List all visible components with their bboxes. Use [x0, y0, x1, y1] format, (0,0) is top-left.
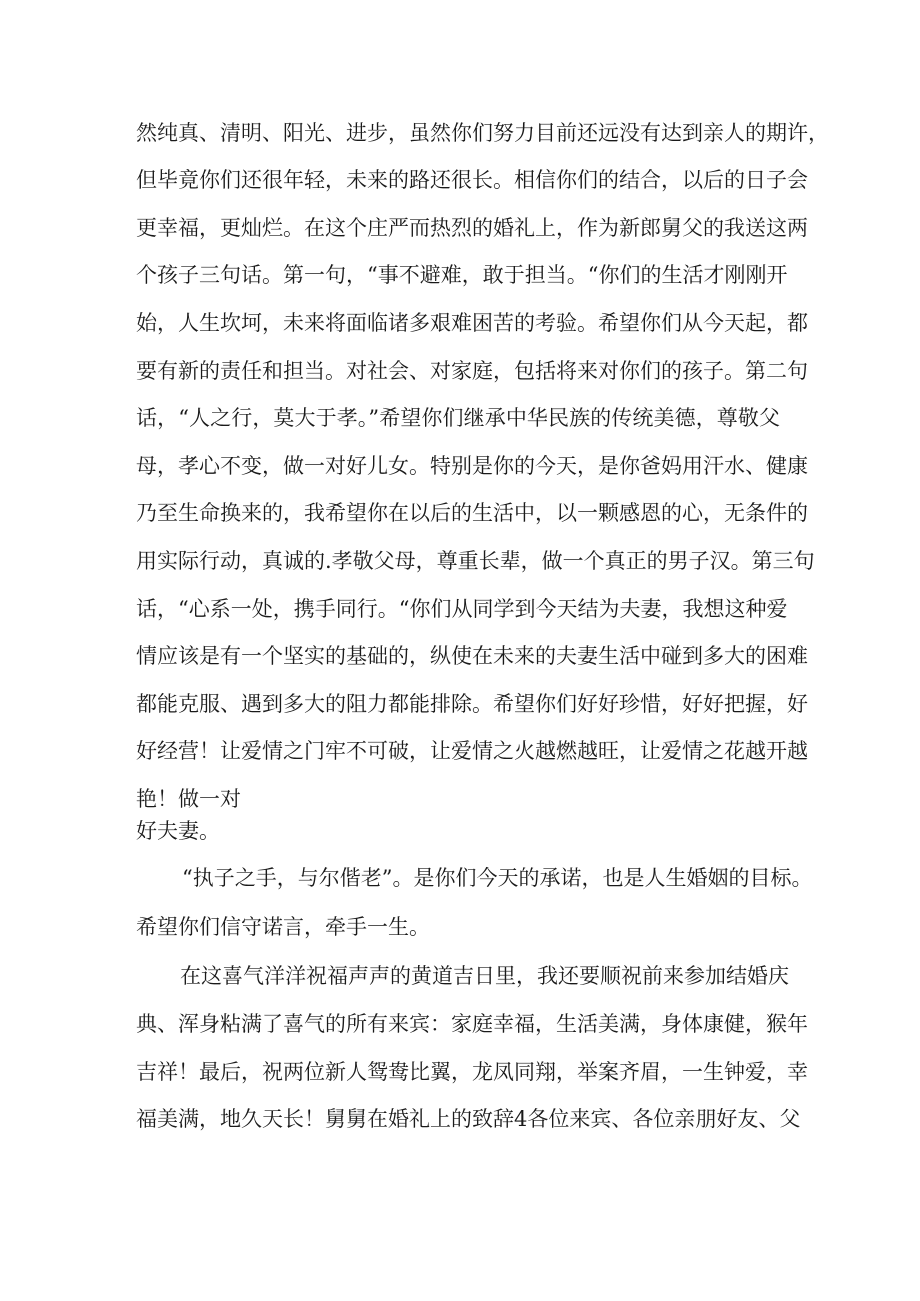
text-line: 话，“心系一处，携手同行。“你们从同学到今天结为夫妻，我想这种爱	[136, 597, 788, 621]
text-line: 吉祥！最后，祝两位新人鸳鸯比翼，龙凤同翔，举案齐眉，一生钟爱，幸	[136, 1060, 808, 1084]
text-line: 希望你们信守诺言，牵手一生。	[136, 915, 430, 939]
text-line: 但毕竟你们还很年轻，未来的路还很长。相信你们的结合，以后的日子会	[136, 168, 808, 192]
text-line: 始，人生坎坷，未来将面临诸多艰难困苦的考验。希望你们从今天起，都	[136, 311, 808, 335]
text-line: 母，孝心不变，做一对好儿女。特别是你的今天，是你爸妈用汗水、健康	[136, 454, 808, 478]
text-line: 好夫妻。	[136, 819, 220, 843]
text-line: 然纯真、清明、阳光、进步，虽然你们努力目前还远没有达到亲人的期许，	[136, 121, 829, 145]
text-line: 在这喜气洋洋祝福声声的黄道吉日里，我还要顺祝前来参加结婚庆	[180, 964, 789, 988]
text-line: “执子之手，与尔偕老”。是你们今天的承诺，也是人生婚姻的目标。	[182, 866, 813, 890]
text-line: 情应该是有一个坚实的基础的，纵使在未来的夫妻生活中碰到多大的困难	[136, 644, 808, 668]
text-line: 福美满，地久天长！舅舅在婚礼上的致辞4各位来宾、各位亲朋好友、父	[136, 1107, 801, 1131]
text-line: 好经营！让爱情之门牢不可破，让爱情之火越燃越旺，让爱情之花越开越	[136, 739, 808, 763]
text-line: 用实际行动，真诚的.孝敬父母，尊重长辈，做一个真正的男子汉。第三句	[136, 549, 815, 573]
text-line: 典、浑身粘满了喜气的所有来宾：家庭幸福，生活美满，身体康健，猴年	[136, 1012, 808, 1036]
text-line: 艳！做一对	[136, 787, 241, 811]
text-line: 更幸福，更灿烂。在这个庄严而热烈的婚礼上，作为新郎舅父的我送这两	[136, 216, 808, 240]
text-line: 个孩子三句话。第一句，“事不避难，敢于担当。“你们的生活才刚刚开	[136, 263, 788, 287]
text-line: 都能克服、遇到多大的阻力都能排除。希望你们好好珍惜，好好把握，好	[136, 692, 808, 716]
text-line: 乃至生命换来的，我希望你在以后的生活中，以一颗感恩的心，无条件的	[136, 501, 808, 525]
text-line: 要有新的责任和担当。对社会、对家庭，包括将来对你们的孩子。第二句	[136, 359, 808, 383]
text-line: 话，“人之行，莫大于孝。”希望你们继承中华民族的传统美德，尊敬父	[136, 406, 780, 430]
